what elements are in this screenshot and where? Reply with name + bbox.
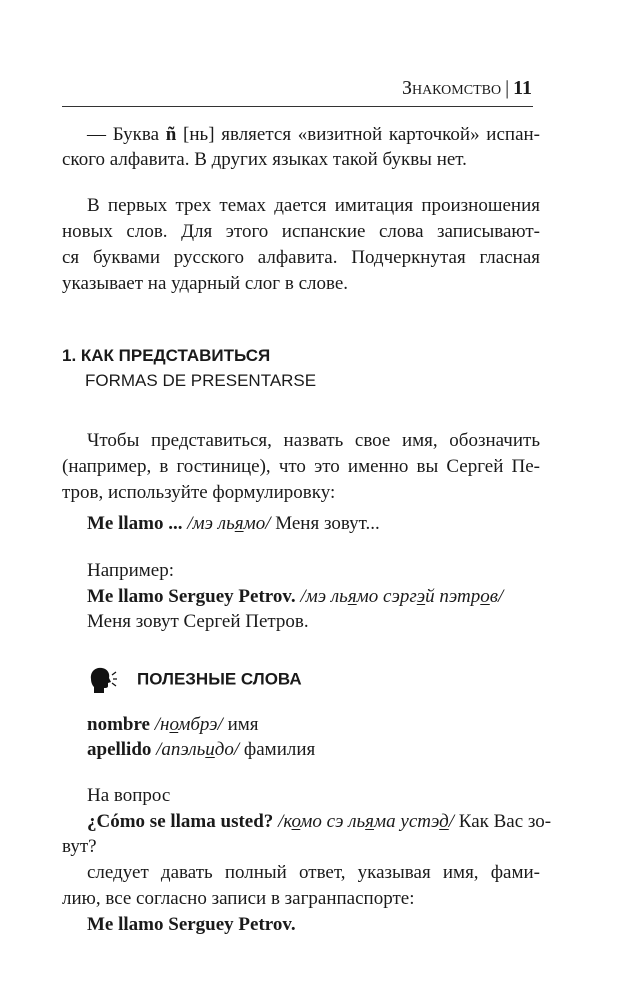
header-rule: [62, 106, 533, 107]
paragraph-line: тров, используйте формулировку:: [62, 482, 336, 503]
example-translation: Меня зовут Сергей Петров.: [87, 611, 309, 632]
paragraph-line: следует давать полный ответ, указывая имя, фами-: [87, 862, 540, 883]
running-header: [402, 74, 532, 102]
speaking-head-icon: [87, 665, 117, 695]
useful-words-heading: ПОЛЕЗНЫЕ СЛОВА: [87, 664, 540, 694]
section-subtitle: FORMAS DE PRESENTARSE: [85, 371, 317, 390]
paragraph-line: ся буквами русского алфавита. Подчеркнутая гласная: [62, 247, 540, 268]
paragraph-line: — Буква ñ [нь] является «визитной карточкой» испан-: [87, 124, 541, 145]
example-label: Например:: [87, 560, 174, 581]
paragraph-line: новых слов. Для этого испанские слова записывают-: [62, 221, 540, 242]
vocab-item: apellido /апэльидо/ фамилия: [87, 739, 316, 760]
paragraph-line: В первых трех темах дается имитация произношения: [87, 195, 540, 216]
answer-phrase: Me llamo Serguey Petrov.: [87, 914, 296, 935]
section-title: 1. КАК ПРЕДСТАВИТЬСЯ: [62, 346, 271, 365]
header-separator: |: [505, 77, 510, 99]
paragraph-line: вут?: [62, 836, 97, 857]
phrase-line: Me llamo ... /мэ льямо/ Меня зовут...: [87, 513, 380, 534]
paragraph-line: ского алфавита. В других языках такой буквы нет.: [62, 149, 467, 170]
vocab-item: nombre /номбрэ/ имя: [87, 714, 259, 735]
paragraph-line: Чтобы представиться, назвать свое имя, обозначить: [87, 430, 540, 451]
paragraph-line: лию, все согласно записи в загранпаспорте:: [62, 888, 415, 909]
paragraph-line: указывает на ударный слог в слове.: [62, 273, 349, 294]
paragraph-line: (например, в гостинице), что это именно вы Сергей Пе-: [62, 456, 540, 477]
example-phrase: Me llamo Serguey Petrov. /мэ льямо сэргэй пэтров/: [87, 586, 504, 607]
page-number: 11: [513, 77, 532, 99]
question-phrase: ¿Cómo se llama usted? /комо сэ льяма устэд/ Как Вас зо-: [87, 811, 552, 832]
paragraph-line: На вопрос: [87, 785, 171, 806]
chapter-title: Знакомство: [401, 77, 502, 99]
